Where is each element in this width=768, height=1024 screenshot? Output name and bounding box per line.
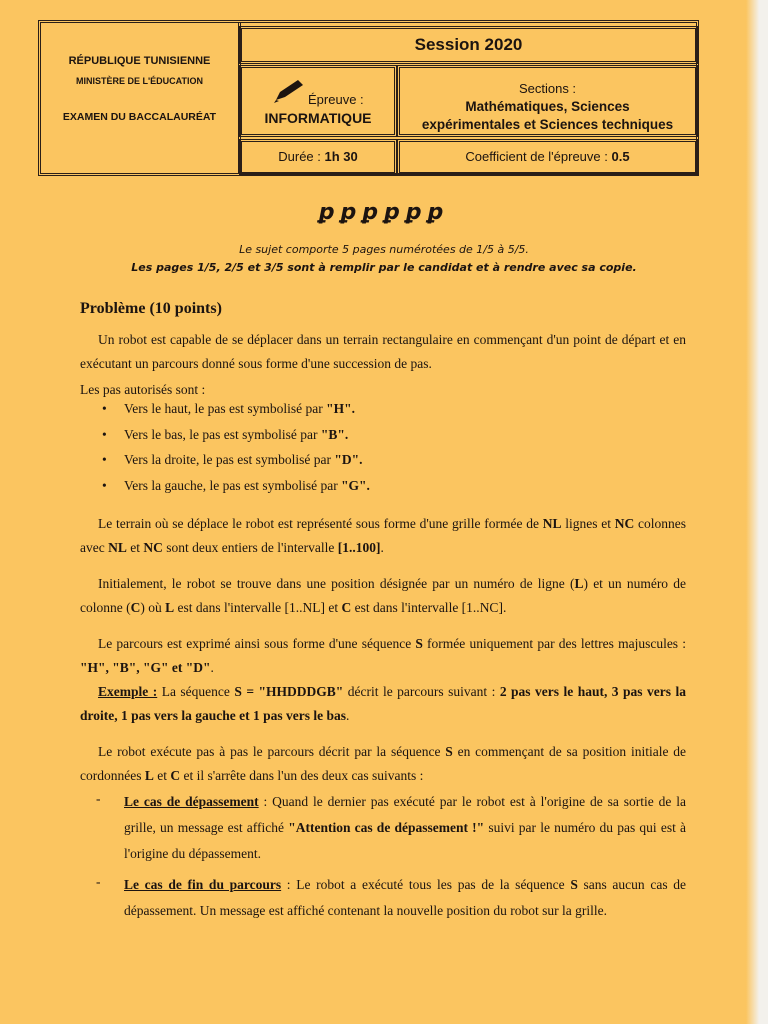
problem-title: Problème (10 points) [80,300,222,317]
step-text: Vers le bas, le pas est symbolisé par [124,426,321,442]
term: C [170,768,181,783]
text: : Le robot a exécuté tous les pas de la séquence [281,877,571,892]
case2-dash: - [96,874,101,889]
text: . [346,708,350,723]
case2-label: Le cas de fin du parcours [124,877,282,892]
case2-paragraph [124,872,686,924]
text: est dans l'intervalle [1.. [174,600,303,615]
duree-value: 1h 30 [324,149,358,164]
term: NL [108,540,127,555]
coef-label: Coefficient de l'épreuve : [465,149,612,164]
text: Le terrain où se déplace le robot est représenté sous forme d'une grille formée de [98,516,543,531]
list-item [102,452,370,478]
example-paragraph [80,680,686,728]
decorative-symbols: ꝑꝑꝑꝑꝑꝑ [318,200,450,225]
step-symbol: "H". [326,401,355,416]
sections-cell [397,65,698,137]
text: ]. [498,600,507,615]
term: 2 pas vers le haut, 3 pas vers la droite, 1 pas vers la gauche et 1 pas vers le bas [80,684,686,723]
coef-value: 0.5 [611,149,630,164]
term: "H", "B", "G" et "D" [80,660,211,675]
case1-paragraph [124,789,686,867]
text: NC [479,600,499,615]
session-cell: Session 2020 [239,26,698,64]
term: "Attention cas de dépassement !" [288,820,485,835]
exam-header-table [38,20,699,176]
execution-paragraph [80,740,686,788]
step-symbol: "G". [341,477,370,493]
exam-label: EXAMEN DU BACCALAURÉAT [62,111,217,123]
step-text: Vers la droite, le pas est symbolisé par [124,452,335,467]
step-symbol: "D". [334,452,363,467]
republic-label: RÉPUBLIQUE TUNISIENNE [68,55,211,67]
term: NC [143,540,163,555]
duree-label: Durée : [278,149,325,164]
list-item [102,478,370,504]
sections-line1: Mathématiques, Sciences [465,99,630,114]
term: S [570,877,578,892]
step-text: Vers le haut, le pas est symbolisé par [124,401,327,416]
epreuve-label: Épreuve : [308,92,364,107]
text: Le robot exécute pas à pas le parcours décrit par la séquence [98,744,446,759]
bullet-icon: • [102,426,107,442]
epreuve-value: INFORMATIQUE [264,110,372,126]
return-pages-note: Les pages 1/5, 2/5 et 3/5 sont à remplir par le candidat et à rendre avec sa copie. [131,261,637,274]
list-item [102,401,370,427]
term: C [341,600,352,615]
step-symbol: "B". [320,426,349,442]
grid-paragraph [80,512,686,560]
intro-line2: départ et en exécutant un parcours donné sous forme d'une succession de pas. [80,332,687,371]
text: ) où [140,600,166,615]
term: [1..100] [337,540,381,555]
text: est dans l'intervalle [1.. [351,600,480,615]
example-label: Exemple : [98,684,158,699]
term: L [574,576,584,591]
text: . [210,660,214,675]
text: NL [302,600,321,615]
pen-icon [272,78,306,109]
step-text: Vers la gauche, le pas est symbolisé par [124,477,342,493]
text: sans aucun cas de dépassement. Un message est affiché contenant la nouvelle position du robot sur la grille. [124,877,686,918]
init-paragraph [80,572,686,620]
ministry-label: MINISTÈRE DE L'ÉDUCATION [76,76,203,86]
text: colonnes avec [80,516,686,555]
text: en commençant de sa position initiale de cordonnées [80,744,687,783]
text: et [153,768,171,783]
text: et [126,540,144,555]
list-item [102,427,370,453]
term: L [165,600,175,615]
term: C [130,600,141,615]
text: ) et un numéro de colonne ( [80,576,686,615]
steps-list [102,401,370,503]
bullet-icon: • [102,452,107,467]
case1-label: Le cas de dépassement [124,794,259,809]
text: Le parcours est exprimé ainsi sous forme d'une séquence [98,636,416,651]
term: L [144,768,154,783]
sequence-paragraph [80,632,686,680]
coef-cell [397,139,698,175]
text: formée uniquement par des lettres majuscules : [422,636,686,651]
case1-dash: - [96,791,101,806]
pages-note: Le sujet comporte 5 pages numérotées de 1/5 à 5/5. [239,243,529,256]
term: S [415,636,423,651]
text: suivi par le numéro du pas qui est à l'origine du dépassement. [124,820,686,861]
institution-cell [41,23,241,173]
text: La séquence [157,684,235,699]
duree-cell [239,139,397,175]
text: . [380,540,384,555]
page-edge [746,0,768,1024]
allowed-steps-label: Les pas autorisés sont : [80,382,206,397]
term: NC [614,516,635,531]
text: sont deux entiers de l'intervalle [162,540,338,555]
text: lignes et [561,516,615,531]
bullet-icon: • [102,477,107,493]
text: ] et [320,600,342,615]
text: Initialement, le robot se trouve dans une position désignée par un numéro de ligne ( [98,576,575,591]
term: NL [542,516,562,531]
sections-label: Sections : [518,81,577,96]
text: : Quand le dernier pas exécuté par le robot est à l'origine de sa sortie de la grille, un message est affiché [124,794,686,835]
epreuve-cell [239,65,397,137]
intro-line1: Un robot est capable de se déplacer dans un terrain rectangulaire en commençant d'un point de [98,332,618,347]
text: et il s'arrête dans l'un des deux cas suivants : [180,768,424,783]
bullet-icon: • [102,401,107,416]
intro-paragraph [80,328,686,376]
term: S = "HHDDDGB" [234,684,344,699]
text: décrit le parcours suivant : [343,684,500,699]
term: S [445,744,453,759]
sections-line2: expérimentales et Sciences techniques [421,117,674,132]
